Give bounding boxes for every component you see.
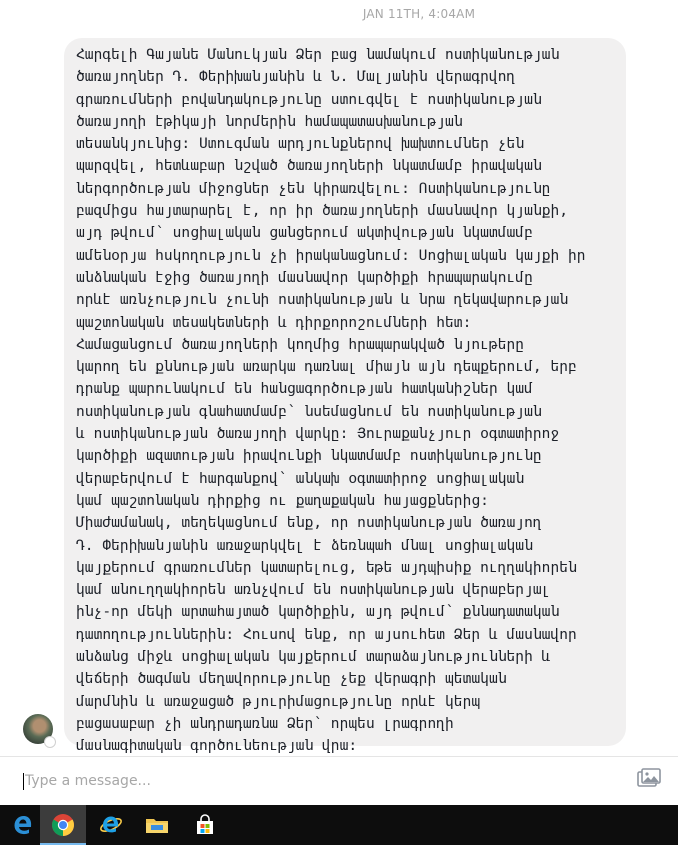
seen-indicator bbox=[44, 736, 56, 748]
store-icon[interactable] bbox=[182, 805, 228, 845]
message-bubble[interactable] bbox=[64, 38, 626, 755]
message-line: Համացանցում ծառայողների կողմից հրապարակված նյութերը bbox=[76, 335, 525, 353]
message-line: կայքերում գրառումներ կատարելուց, եթե այդպիսիք ուղղակիորեն bbox=[76, 558, 577, 576]
message-line: այդ թվում՝ սոցիալական ցանցերում ակտիվության նկատմամբ bbox=[76, 224, 533, 242]
message-line: ներգործության միջոցներ չեն կիրառվելու: Ոստիկանությունը bbox=[76, 179, 551, 197]
message-line: գրառումների բովանդակությունը ստուգվել է ոստիկանության bbox=[76, 90, 542, 108]
message-line: դրանք պարունակում են հանցագործության հատկանիշներ կամ bbox=[76, 380, 533, 398]
message-line: ծառայողներ Դ. Փերիխանյանին և Ն. Մալյանին վերագրվող bbox=[76, 68, 516, 86]
message-line: կարող են քննության առարկա դառնալ միայն այն դեպքերում, երբ bbox=[76, 358, 577, 376]
taskbar bbox=[0, 805, 678, 845]
message-line: Միաժամանակ, տեղեկացնում ենք, որ ոստիկանության ծառայող bbox=[76, 514, 542, 532]
message-line: բազմիցս հայտարարել է, որ իր ծառայողների մասնավոր կյանքի, bbox=[76, 202, 569, 220]
message-line: պարզվել, հետևաբար նշված ծառայողների նկատմամբ իրավական bbox=[76, 157, 542, 175]
message-line: անձնական էջից ծառայողի մասնավոր կարծիքի հրապարակումը bbox=[76, 268, 533, 286]
message-line: կամ պաշտոնական դիրքից ու քաղաքական հայացքներից: bbox=[76, 491, 489, 509]
message-line: վերաբերվում է հարգանքով՝ անկախ օգտատիրոջ սոցիալական bbox=[76, 469, 525, 487]
message-line: կարծիքի ազատության իրավունքի նկատմամբ ոստիկանությունը bbox=[76, 447, 542, 465]
message-line: մարմնին և առաջացած թյուրիմացությունը որևէ կերպ bbox=[76, 692, 481, 710]
message-line: բացասաբար չի անդրադառնա Ձեր՝ որպես լրագրողի bbox=[76, 714, 454, 732]
internet-explorer-icon[interactable] bbox=[88, 805, 134, 845]
message-text bbox=[76, 44, 614, 758]
message-line: պաշտոնական տեսակետների և դիրքորոշումների հետ: bbox=[76, 313, 472, 331]
camera-photo-icon[interactable] bbox=[636, 766, 662, 792]
message-line: վեճերի ծագման մեղավորությունը չեք վերագրի պետական bbox=[76, 670, 507, 688]
message-line: մասնագիտական գործունեության վրա: bbox=[76, 737, 358, 755]
message-input[interactable] bbox=[25, 770, 585, 792]
message-line: Հարգելի Գայանե Մանուկյան Ձեր բաց նամակում ոստիկանության bbox=[76, 46, 560, 63]
message-line: կամ անուղղակիորեն առնչվում են ոստիկանության վերաբերյալ bbox=[76, 581, 551, 599]
chrome-icon[interactable] bbox=[40, 805, 86, 845]
message-timestamp: JAN 11TH, 4:04AM bbox=[362, 7, 476, 21]
message-line: և ոստիկանության ծառայողի վարկը: Յուրաքանչյուր օգտատիրոջ bbox=[76, 425, 560, 443]
message-line: ամենօրյա հսկողություն չի իրականացնում: Սոցիալական կայքի իր bbox=[76, 246, 586, 264]
message-line: ծառայողի էթիկայի նորմերին համապատասխանության bbox=[76, 112, 463, 130]
text-caret bbox=[23, 773, 24, 790]
message-line: դատողություններին: Հուսով ենք, որ այսուհետ Ձեր և մասնավոր bbox=[76, 625, 577, 643]
message-line: ինչ-որ մեկի արտահայտած կարծիքին, այդ թվում՝ քննադատական bbox=[76, 603, 560, 621]
message-line: ոստիկանության գնահատմամբ՝ նսեմացնում են ոստիկանության bbox=[76, 402, 542, 420]
message-line: տեսանկյունից: Ստուգման արդյունքներով խախտումներ չեն bbox=[76, 135, 525, 153]
message-line: Դ. Փերիխանյանին առաջարկվել է ձեռնպահ մնալ սոցիալական bbox=[76, 536, 533, 554]
file-explorer-icon[interactable] bbox=[134, 805, 180, 845]
message-line: անձանց միջև սոցիալական կայքերում տարաձայնությունների և bbox=[76, 648, 551, 666]
message-line: որևէ առնչություն չունի ոստիկանության և նրա ղեկավարության bbox=[76, 291, 569, 309]
